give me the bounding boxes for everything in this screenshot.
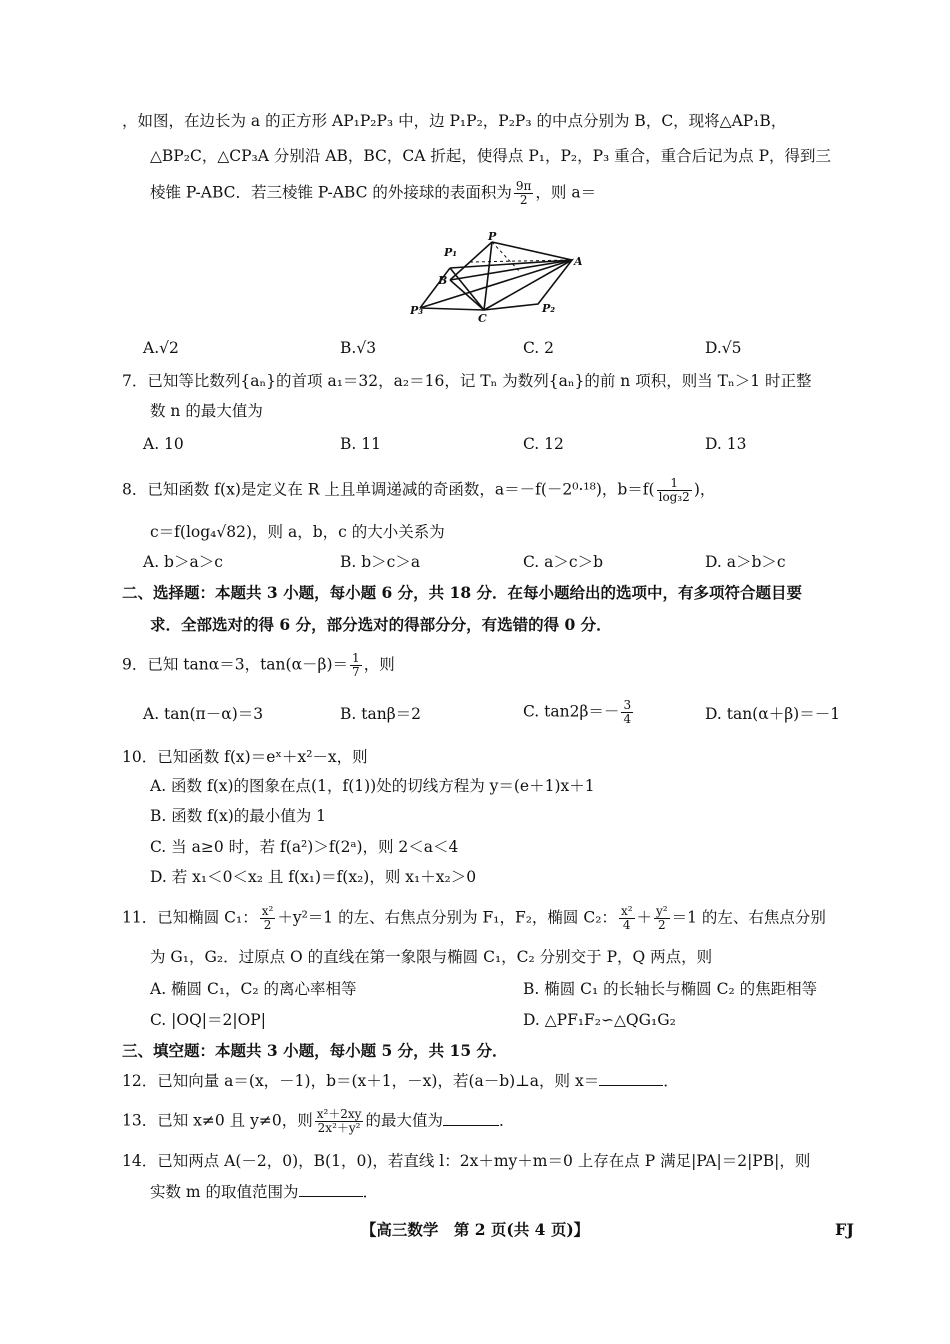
q11-stem bbox=[122, 905, 826, 932]
q11-stem-d: ＝1 的左、右焦点分别 bbox=[671, 908, 826, 927]
q6-frac-num: 9π bbox=[515, 179, 532, 193]
q7-line2: 数 n 的最大值为 bbox=[150, 402, 263, 420]
fig-edge-p-c bbox=[484, 242, 492, 310]
fig-label-p2: P₂ bbox=[542, 302, 556, 315]
q6-option-c: C. 2 bbox=[523, 339, 555, 357]
q9-stem-text: 9．已知 tanα＝3，tan(α－β)＝ bbox=[122, 655, 349, 674]
page-footer: 【高三数学 第 2 页(共 4 页)】 bbox=[360, 1220, 590, 1239]
q10-option-d: D. 若 x₁＜0＜x₂ 且 f(x₁)＝f(x₂)，则 x₁＋x₂＞0 bbox=[150, 868, 477, 886]
q8-frac-den: log₃2 bbox=[658, 490, 690, 504]
q9-frac-num: 1 bbox=[352, 651, 360, 665]
q6-line2: △BP₂C，△CP₃A 分别沿 AB，BC，CA 折起，使得点 P₁，P₂，P₃ 重合，重合后记为点 P，得到三 bbox=[150, 147, 832, 165]
section2-heading-line2: 求．全部选对的得 6 分，部分选对的得部分分，有选错的得 0 分． bbox=[150, 615, 612, 634]
q11-option-c: C. |OQ|＝2|OP| bbox=[150, 1011, 266, 1029]
q6-line3 bbox=[150, 180, 596, 207]
q11-f1-den: 2 bbox=[263, 918, 272, 932]
q13-answer-blank[interactable] bbox=[443, 1111, 499, 1126]
fig-label-c: C bbox=[478, 312, 487, 322]
fig-dashed-1 bbox=[492, 242, 520, 272]
fig-edge-b-c bbox=[450, 280, 484, 310]
q11-f3-num: y² bbox=[656, 904, 668, 918]
q10-option-c: C. 当 a≥0 时，若 f(a²)＞f(2ᵃ)，则 2＜a＜4 bbox=[150, 838, 459, 856]
q12-stem bbox=[122, 1070, 679, 1092]
q9-option-a: A. tan(π－α)＝3 bbox=[143, 705, 264, 723]
q8-option-d: D. a＞b＞c bbox=[705, 553, 786, 571]
fig-label-p3: P₃ bbox=[410, 304, 424, 317]
q8-option-b: B. b＞c＞a bbox=[340, 553, 421, 571]
q9-stem-tail: ，则 bbox=[363, 655, 395, 674]
section2-heading-line1: 二、选择题：本题共 3 小题，每小题 6 分，共 18 分．在每小题给出的选项中，有多项符合题目要 bbox=[122, 583, 803, 602]
q6-option-d: D.√5 bbox=[705, 339, 742, 357]
q11-f3-den: 2 bbox=[658, 918, 666, 932]
fig-edge-p-a bbox=[492, 242, 572, 260]
q14-line1: 14．已知两点 A(－2，0)，B(1，0)，若直线 l：2x＋my＋m＝0 上存在点 P 满足|PA|＝2|PB|，则 bbox=[122, 1152, 811, 1170]
q14-line2-text: 实数 m 的取值范围为 bbox=[150, 1183, 299, 1201]
q8-line1 bbox=[122, 477, 715, 504]
q14-line2 bbox=[150, 1181, 378, 1203]
q9-option-b: B. tanβ＝2 bbox=[340, 705, 422, 723]
q9-option-d: D. tan(α＋β)＝－1 bbox=[705, 705, 841, 723]
q9-frac-den: 7 bbox=[352, 665, 360, 679]
q13-stem-end: ． bbox=[498, 1111, 515, 1130]
q11-fraction-3 bbox=[654, 905, 670, 932]
q13-stem bbox=[122, 1108, 515, 1135]
q9-option-c-text: C. tan2β＝－ bbox=[523, 702, 620, 721]
q12-stem-text: 12．已知向量 a＝(x，－1)，b＝(x＋1，－x)，若(a－b)⊥a，则 x＝ bbox=[122, 1072, 600, 1090]
q8-option-a: A. b＞a＞c bbox=[143, 553, 223, 571]
q6-option-b: B.√3 bbox=[340, 339, 377, 357]
q11-option-d: D. △PF₁F₂∽△QG₁G₂ bbox=[523, 1011, 676, 1029]
q13-stem-tail: 的最大值为 bbox=[365, 1111, 443, 1130]
q8-frac-num: 1 bbox=[657, 477, 692, 491]
q9-fraction bbox=[350, 652, 362, 679]
q6-fraction bbox=[514, 180, 534, 207]
q7-option-c: C. 12 bbox=[523, 435, 564, 453]
q13-frac-num: x²＋2xy bbox=[316, 1107, 362, 1121]
pyramid-figure bbox=[410, 232, 590, 322]
q8-line2: c＝f(log₄√82)，则 a，b，c 的大小关系为 bbox=[150, 523, 445, 541]
q14-answer-blank[interactable] bbox=[299, 1182, 363, 1197]
q8-option-c: C. a＞c＞b bbox=[523, 553, 604, 571]
q11-option-b: B. 椭圆 C₁ 的长轴长与椭圆 C₂ 的焦距相等 bbox=[523, 980, 818, 998]
fig-label-p1: P₁ bbox=[444, 246, 458, 259]
q8-line1-text: 8．已知函数 f(x)是定义在 R 上且单调递减的奇函数，a＝－f(－2⁰·¹⁸)，b＝f( bbox=[122, 480, 655, 499]
q12-answer-blank[interactable] bbox=[599, 1071, 663, 1086]
q6-frac-den: 2 bbox=[519, 193, 528, 207]
q9-stem bbox=[122, 652, 395, 679]
q7-option-d: D. 13 bbox=[705, 435, 747, 453]
q14-line2-end: ． bbox=[362, 1183, 379, 1201]
q7-line1: 7．已知等比数列{aₙ}的首项 a₁＝32，a₂＝16，记 Tₙ 为数列{aₙ}的前 n 项积，则当 Tₙ＞1 时正整 bbox=[122, 372, 812, 390]
q6-option-a: A.√2 bbox=[143, 339, 179, 357]
q6-line3-text: 棱锥 P-ABC．若三棱锥 P-ABC 的外接球的表面积为 bbox=[150, 183, 512, 202]
q6-line3-tail: ，则 a＝ bbox=[535, 183, 597, 202]
q9-optc-den: 4 bbox=[623, 712, 632, 726]
q10-stem: 10．已知函数 f(x)＝eˣ＋x²－x，则 bbox=[122, 748, 368, 766]
q7-option-b: B. 11 bbox=[340, 435, 381, 453]
q11-stem-c: ＋ bbox=[636, 908, 653, 927]
q10-option-a: A. 函数 f(x)的图象在点(1，f(1))处的切线方程为 y＝(e＋1)x＋1 bbox=[150, 777, 595, 795]
q11-fraction-1 bbox=[260, 905, 276, 932]
q9-option-c bbox=[523, 699, 635, 726]
q12-stem-end: ． bbox=[663, 1072, 679, 1090]
q11-f2-den: 4 bbox=[622, 918, 631, 932]
fig-label-a: A bbox=[574, 255, 583, 268]
q13-frac-den: 2x²＋y² bbox=[317, 1121, 361, 1135]
q9-optc-num: 3 bbox=[623, 698, 632, 712]
q7-option-a: A. 10 bbox=[143, 435, 184, 453]
q13-fraction bbox=[315, 1108, 364, 1135]
q11-fraction-2 bbox=[619, 905, 635, 932]
footer-code: FJ bbox=[835, 1220, 854, 1239]
fig-label-p: P bbox=[488, 232, 497, 243]
q11-stem-b: ＋y²＝1 的左、右焦点分别为 F₁，F₂，椭圆 C₂： bbox=[277, 908, 617, 927]
q10-option-b: B. 函数 f(x)的最小值为 1 bbox=[150, 807, 327, 825]
q8-line1-tail: )， bbox=[693, 480, 716, 499]
q11-stem-a: 11．已知椭圆 C₁： bbox=[122, 908, 258, 927]
fig-label-b: B bbox=[438, 274, 448, 287]
q11-option-a: A. 椭圆 C₁，C₂ 的离心率相等 bbox=[150, 980, 357, 998]
q9-option-c-fraction bbox=[621, 699, 633, 726]
section3-heading: 三、填空题：本题共 3 小题，每小题 5 分，共 15 分． bbox=[122, 1041, 508, 1060]
q8-fraction bbox=[657, 477, 692, 504]
q11-line2: 为 G₁，G₂．过原点 O 的直线在第一象限与椭圆 C₁，C₂ 分别交于 P，Q 两点，则 bbox=[150, 948, 713, 966]
q13-stem-text: 13．已知 x≠0 且 y≠0，则 bbox=[122, 1111, 313, 1130]
q6-line1: ，如图，在边长为 a 的正方形 AP₁P₂P₃ 中，边 P₁P₂，P₂P₃ 的中点分别为 B，C，现将△AP₁B， bbox=[122, 112, 787, 130]
q11-f1-num: x² bbox=[261, 904, 274, 918]
q11-f2-num: x² bbox=[620, 904, 633, 918]
